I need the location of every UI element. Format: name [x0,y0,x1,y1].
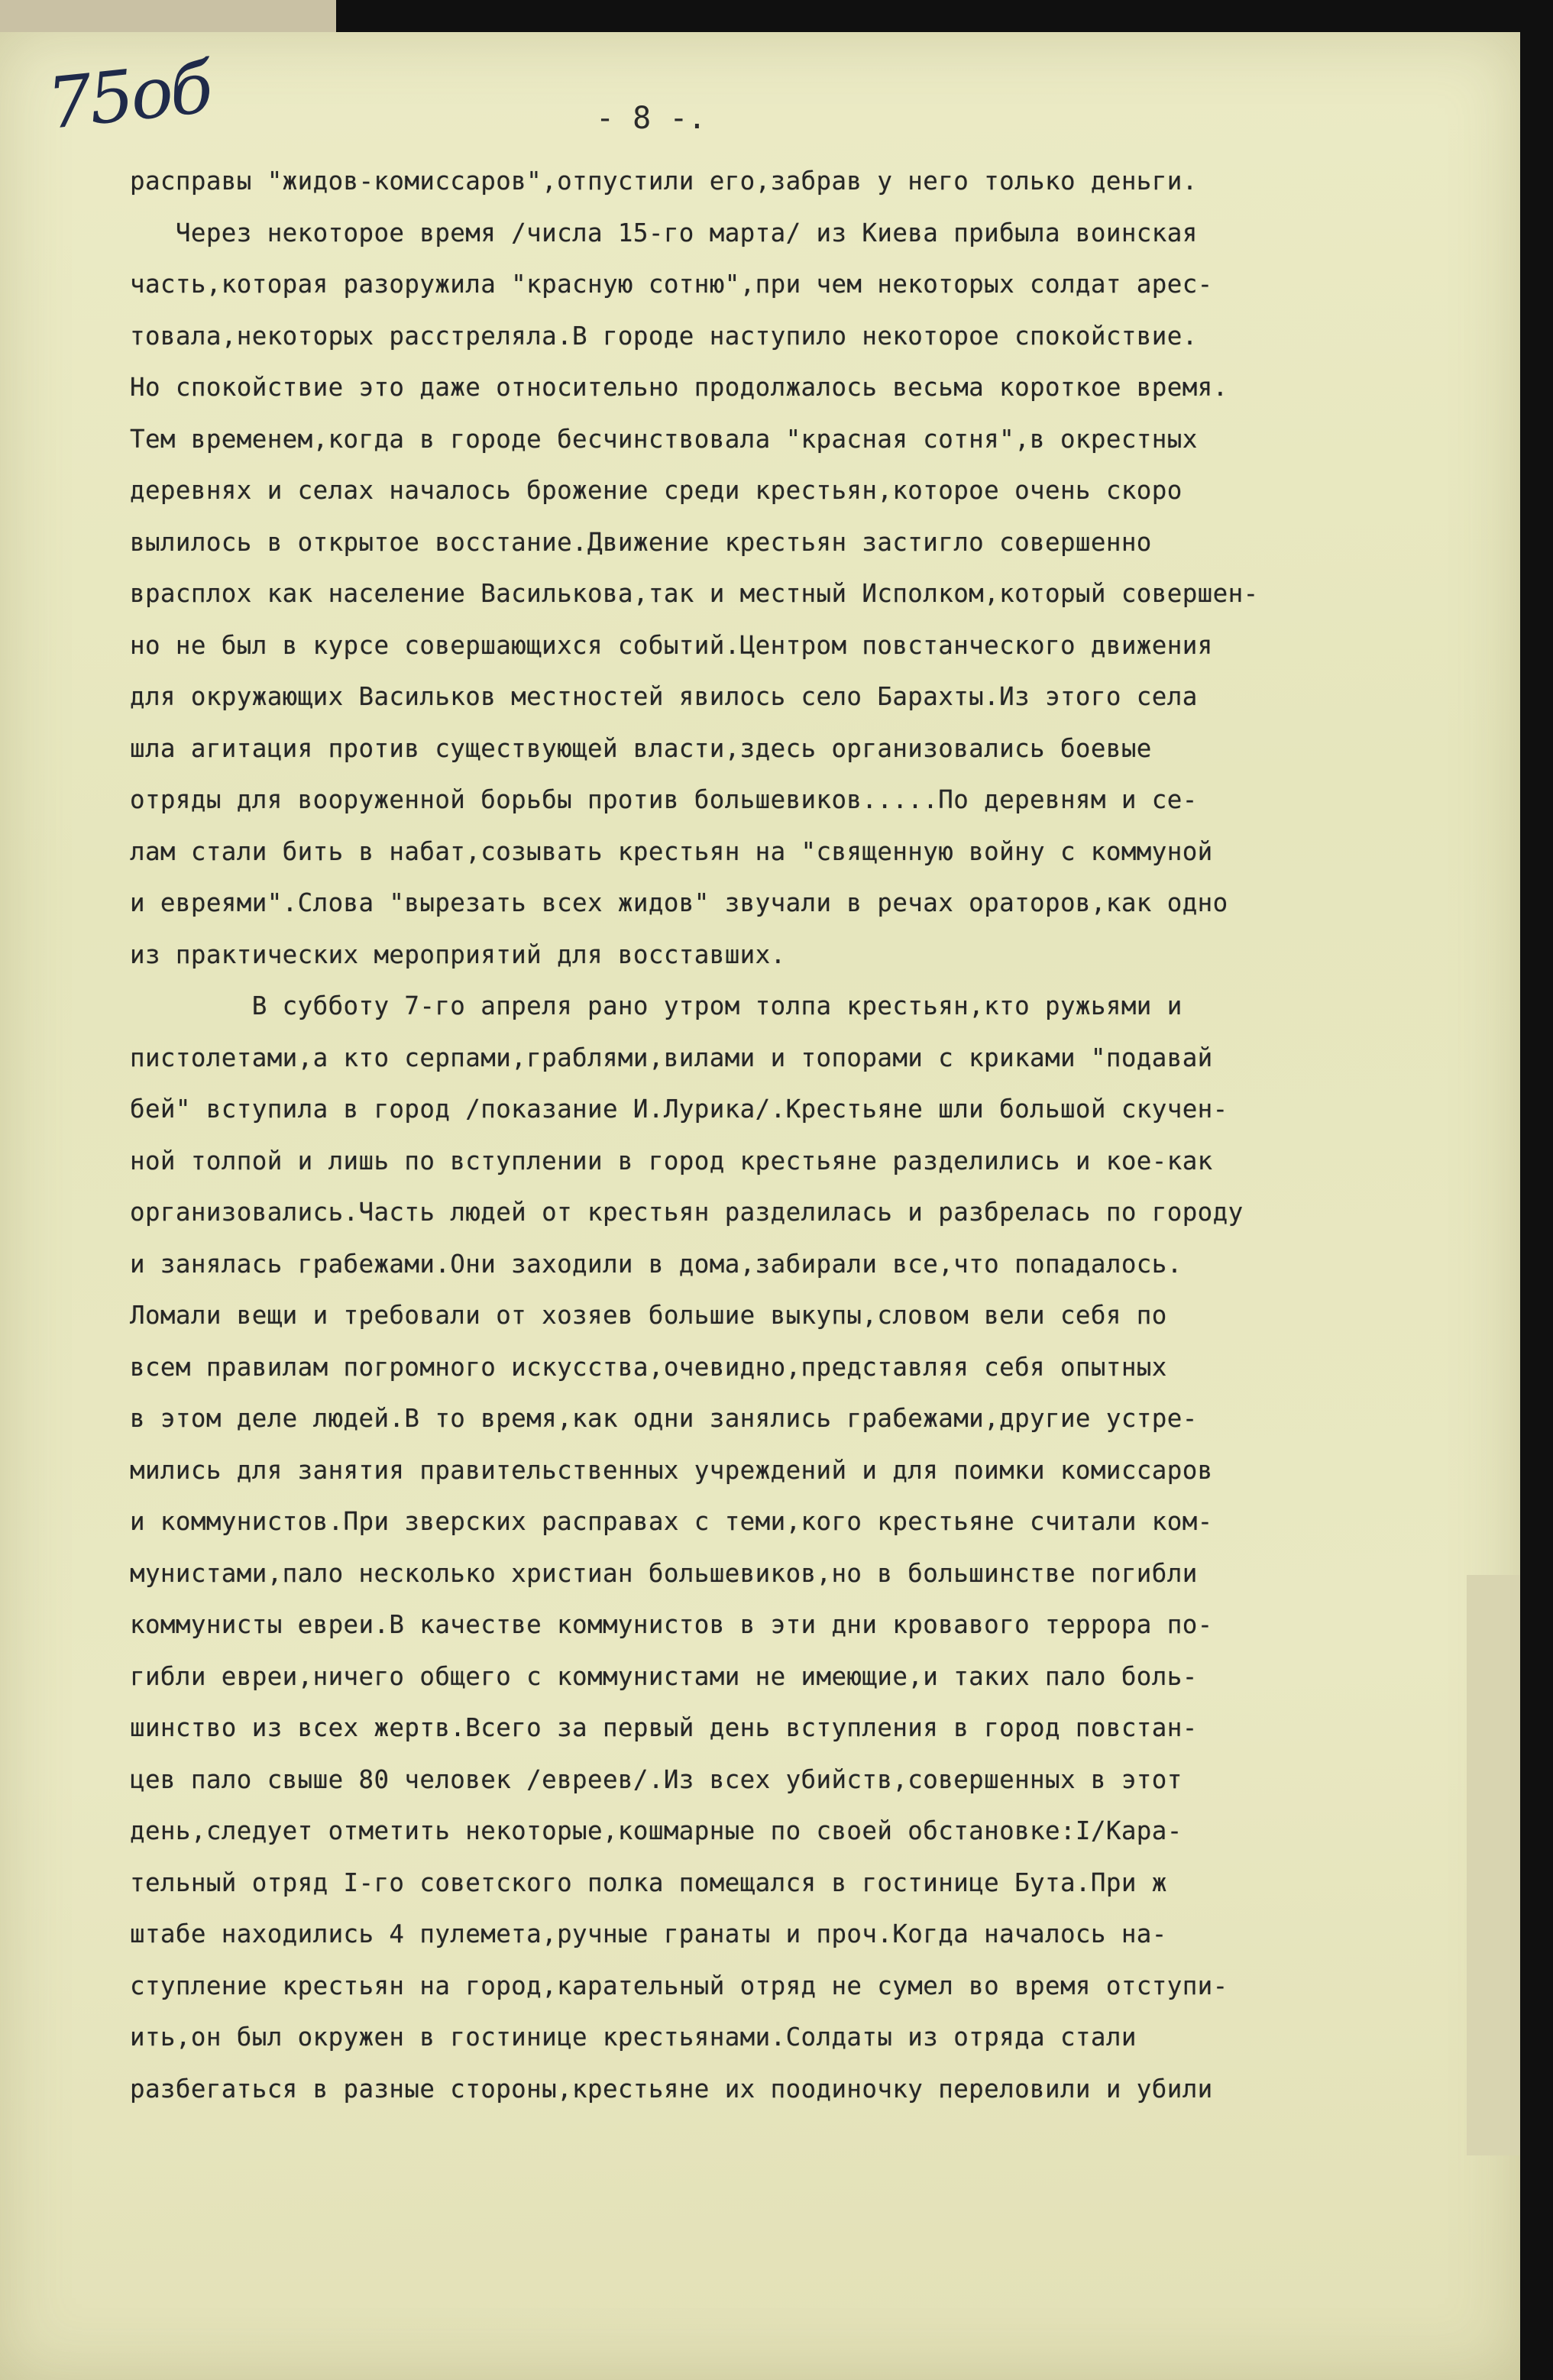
text-line: всем правилам погромного искусства,очевидно,представляя себя опытных [130,1352,1167,1382]
text-line: разбегаться в разные стороны,крестьяне их поодиночку переловили и убили [130,2074,1213,2104]
typed-text-body [130,156,1505,2115]
text-line: мились для занятия правительственных учреждений и для поимки комиссаров [130,1455,1213,1485]
text-line: в этом деле людей.В то время,как одни занялись грабежами,другие устре- [130,1404,1198,1433]
text-line: пистолетами,а кто серпами,граблями,вилами и топорами с криками "подавай [130,1043,1213,1072]
text-line: расправы "жидов-комиссаров",отпустили его,забрав у него только деньги. [130,167,1198,196]
text-line: Но спокойствие это даже относительно продолжалось весьма короткое время. [130,373,1228,402]
text-line: деревнях и селах началось брожение среди крестьян,которое очень скоро [130,476,1183,505]
text-line: вылилось в открытое восстание.Движение крестьян застигло совершенно [130,527,1152,557]
text-line: коммунисты евреи.В качестве коммунистов в эти дни кровавого террора по- [130,1610,1213,1639]
text-line: гибли евреи,ничего общего с коммунистами не имеющие,и таких пало боль- [130,1661,1198,1691]
text-line: из практических мероприятий для восставших. [130,939,786,969]
text-line: Ломали вещи и требовали от хозяев большие выкупы,словом вели себя по [130,1301,1167,1330]
text-line: Тем временем,когда в городе бесчинствовала "красная сотня",в окрестных [130,424,1198,454]
text-line: и евреями".Слова "вырезать всех жидов" звучали в речах ораторов,как одно [130,888,1228,917]
handwritten-folio-number: 75об [43,47,214,145]
text-line: ной толпой и лишь по вступлении в город крестьяне разделились и кое-как [130,1146,1213,1175]
text-line: шла агитация против существующей власти,здесь организовались боевые [130,733,1152,763]
text-line: для окружающих Васильков местностей явилось село Барахты.Из этого села [130,682,1198,711]
text-line: тельный отряд I-го советского полка помещался в гостинице Бута.При ж [130,1867,1167,1897]
text-line: ступление крестьян на город,карательный отряд не сумел во время отступи- [130,1971,1228,2000]
text-line: шинство из всех жертв.Всего за первый день вступления в город повстан- [130,1713,1198,1742]
text-line: и занялась грабежами.Они заходили в дома,забирали все,что попадалось. [130,1249,1183,1279]
text-line: но не был в курсе совершающихся событий.Центром повстанческого движения [130,630,1213,660]
text-line: цев пало свыше 80 человек /евреев/.Из всех убийств,совершенных в этот [130,1764,1183,1794]
text-line: бей" вступила в город /показание И.Лурика/.Крестьяне шли большой скучен- [130,1095,1228,1124]
text-line: товала,некоторых расстреляла.В городе наступило некоторое спокойствие. [130,321,1198,351]
text-line: лам стали бить в набат,созывать крестьян на "священную войну с коммуной [130,836,1213,866]
text-line: организовались.Часть людей от крестьян разделилась и разбрелась по городу [130,1198,1244,1227]
text-line: ить,он был окружен в гостинице крестьянами.Солдаты из отряда стали [130,2023,1137,2052]
text-line: штабе находились 4 пулемета,ручные гранаты и проч.Когда началось на- [130,1919,1167,1948]
typewritten-page [0,32,1520,2380]
text-line: часть,которая разоружила "красную сотню",при чем некоторых солдат арес- [130,270,1213,299]
text-line: отряды для вооруженной борьбы против большевиков.....По деревням и се- [130,785,1198,814]
text-line: и коммунистов.При зверских расправах с теми,кого крестьяне считали ком- [130,1507,1213,1536]
page-number: - 8 -. [596,101,707,136]
text-line: Через некоторое время /числа 15-го марта/ из Киева прибыла воинская [130,218,1198,247]
text-line: день,следует отметить некоторые,кошмарные по своей обстановке:I/Кара- [130,1816,1183,1845]
text-line: В субботу 7-го апреля рано утром толпа крестьян,кто ружьями и [130,991,1183,1020]
text-line: врасплох как население Василькова,так и местный Исполком,который совершен- [130,579,1259,608]
text-line: мунистами,пало несколько христиан большевиков,но в большинстве погибли [130,1558,1198,1588]
